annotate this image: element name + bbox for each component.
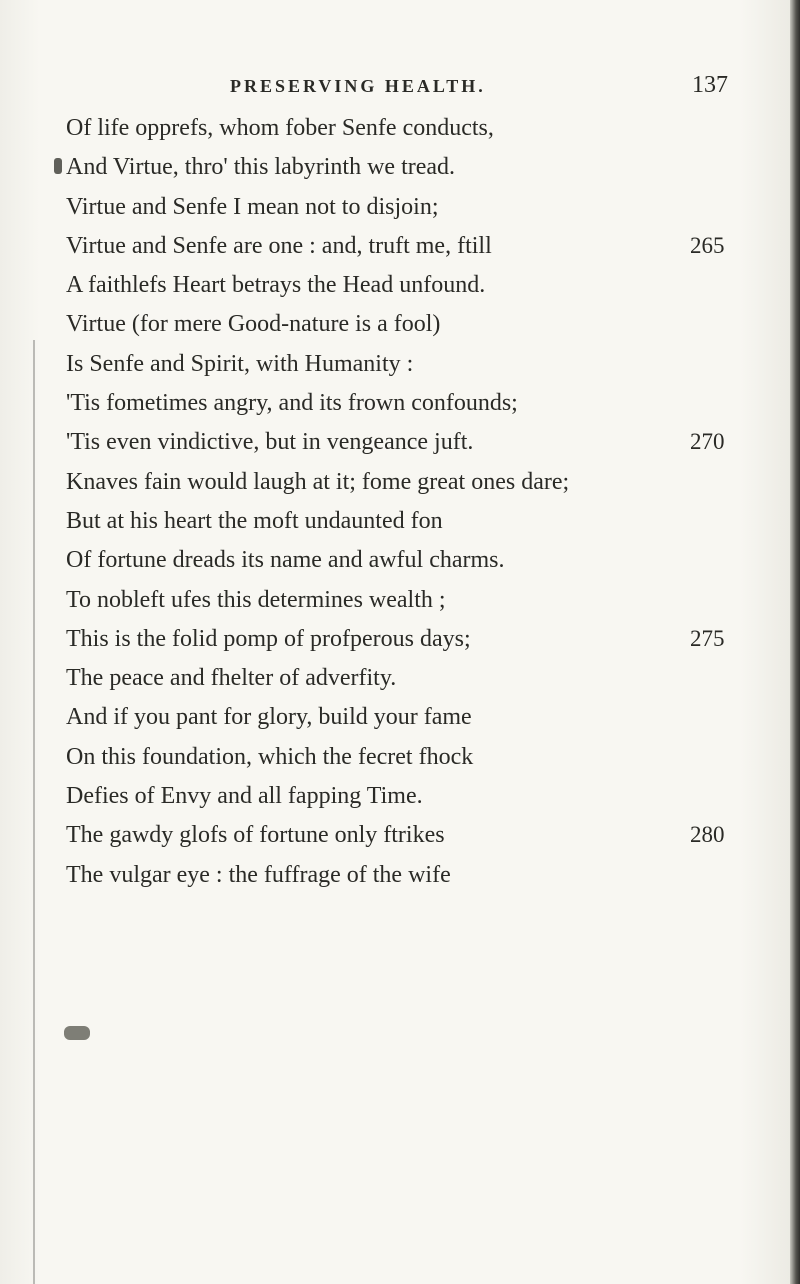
verse-text: 'Tis even vindictive, but in vengeance juft. — [66, 429, 474, 456]
verse-line — [0, 584, 800, 623]
verse-line — [0, 859, 800, 898]
verse-text: To nobleft ufes this determines wealth ; — [66, 586, 446, 613]
verse-text: But at his heart the moft undaunted fon — [66, 507, 443, 534]
verse-text: And Virtue, thro' this labyrinth we tread. — [66, 154, 456, 181]
verse-line — [0, 151, 800, 190]
verse-text: This is the folid pomp of profperous days; — [66, 625, 471, 652]
verse-line — [0, 191, 800, 230]
verse-line — [0, 623, 800, 662]
verse-line — [0, 741, 800, 780]
verse-text: Knaves fain would laugh at it; fome great ones dare; — [66, 468, 570, 495]
verse-line — [0, 308, 800, 347]
verse-line — [0, 662, 800, 701]
verse-line — [0, 348, 800, 387]
verse-line — [0, 701, 800, 740]
verse-line — [0, 269, 800, 308]
verse-text: Defies of Envy and all fapping Time. — [66, 783, 423, 810]
verse-text: The gawdy glofs of fortune only ftrikes — [66, 822, 445, 849]
verse-text: 'Tis fometimes angry, and its frown confounds; — [66, 390, 518, 417]
verse-line — [0, 112, 800, 151]
verse-text: Virtue and Senfe are one : and, truft me, ftill — [66, 232, 492, 259]
verse-text: Of life opprefs, whom fober Senfe conducts, — [66, 115, 494, 141]
verse-line — [0, 466, 800, 505]
running-head — [0, 68, 800, 108]
line-number: 275 — [690, 625, 725, 651]
verse-text: The peace and fhelter of adverfity. — [66, 665, 397, 692]
verse-line — [0, 505, 800, 544]
verse-line — [0, 426, 800, 465]
line-number: 265 — [690, 232, 725, 258]
verse-text: Virtue (for mere Good-nature is a fool) — [66, 311, 441, 338]
running-title: PRESERVING HEALTH. — [230, 76, 486, 96]
verse-text: The vulgar eye : the fuffrage of the wife — [66, 861, 451, 888]
verse-line — [0, 387, 800, 426]
verse-text: Is Senfe and Spirit, with Humanity : — [66, 350, 414, 377]
line-number: 280 — [690, 822, 725, 848]
verse-line — [0, 544, 800, 583]
verse-line — [0, 230, 800, 269]
ink-blot-mark — [64, 1026, 90, 1040]
verse-text: And if you pant for glory, build your fame — [66, 704, 472, 731]
page-number: 137 — [692, 72, 728, 98]
poem-body — [0, 112, 800, 898]
verse-text: Of fortune dreads its name and awful charms. — [66, 547, 505, 574]
line-number: 270 — [690, 429, 725, 455]
verse-text: Virtue and Senfe I mean not to disjoin; — [66, 193, 439, 220]
verse-line — [0, 780, 800, 819]
verse-text: On this foundation, which the fecret fhock — [66, 743, 474, 770]
verse-line — [0, 819, 800, 858]
verse-text: A faithlefs Heart betrays the Head unfound. — [66, 272, 486, 299]
